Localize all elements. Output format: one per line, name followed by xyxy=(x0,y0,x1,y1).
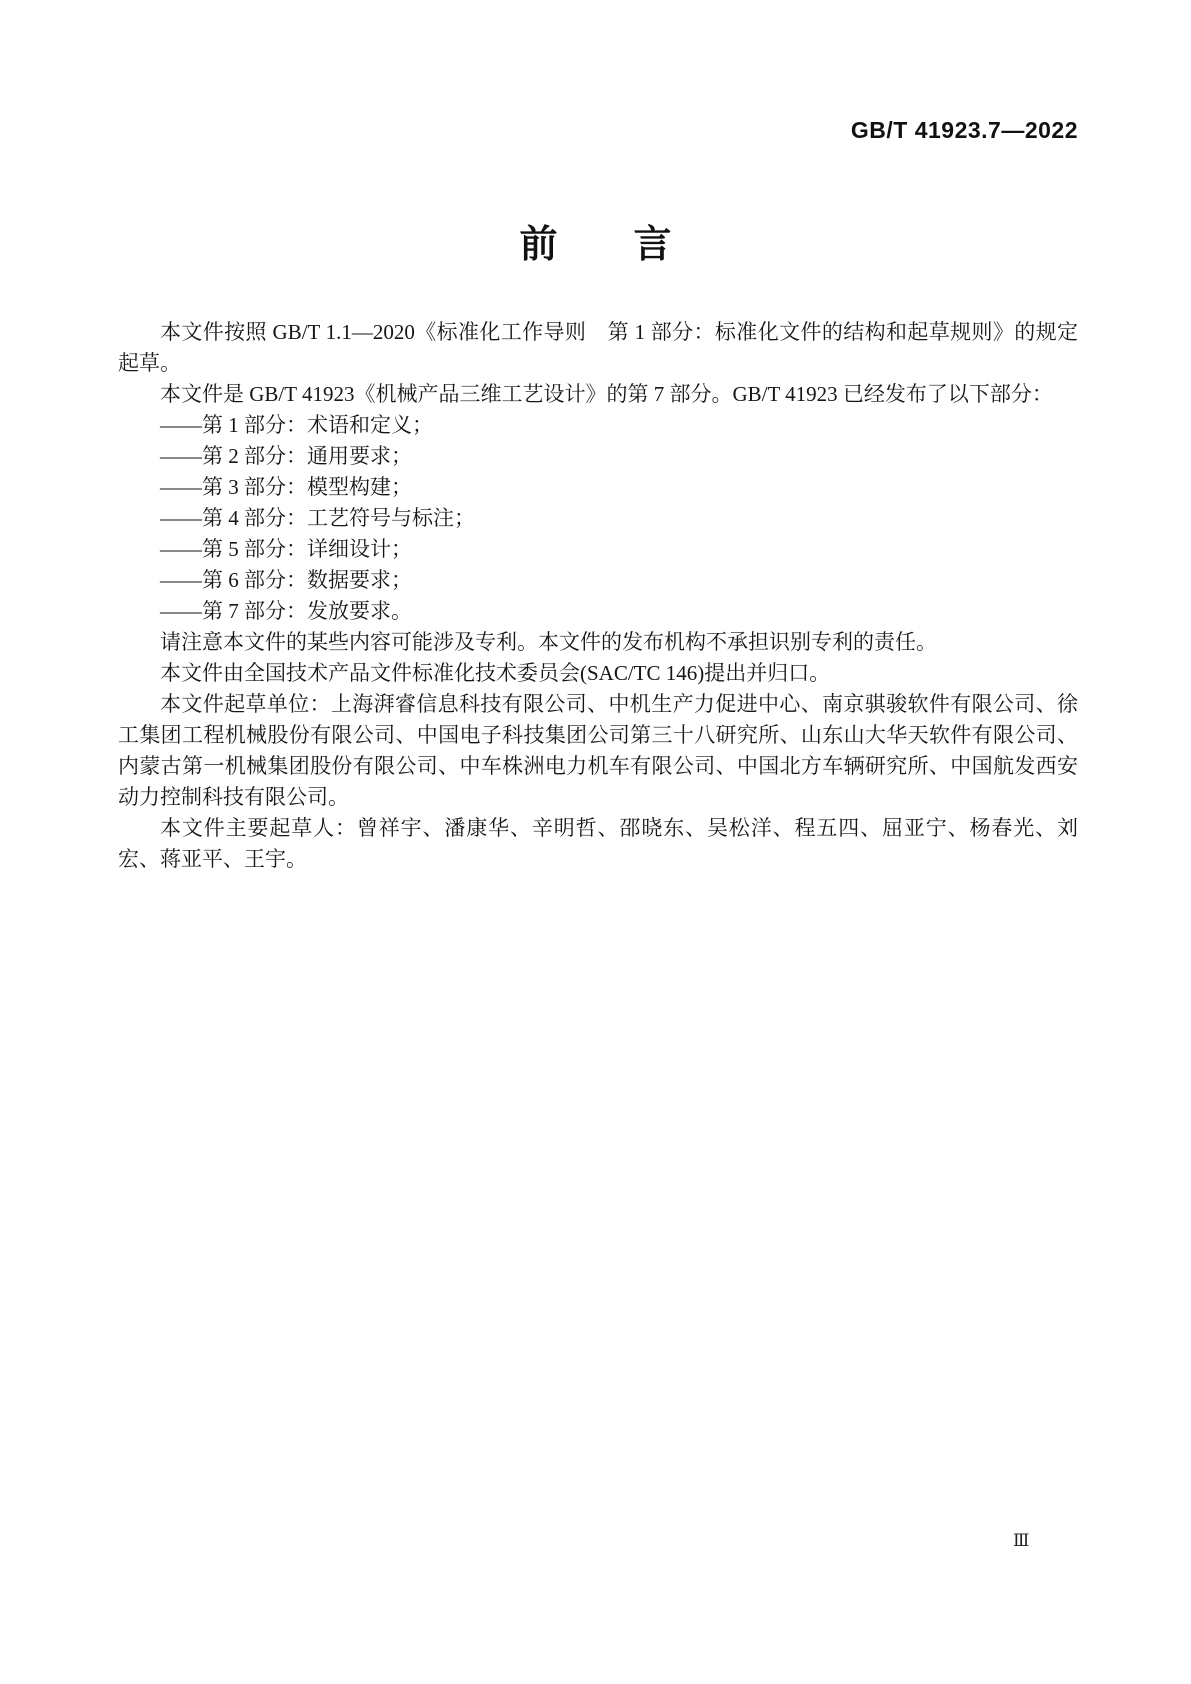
paragraph-drafters: 本文件主要起草人：曾祥宇、潘康华、辛明哲、邵晓东、吴松洋、程五四、屈亚宁、杨春光、刘宏、蒋亚平、王宇。 xyxy=(118,816,1078,871)
paragraph-committee: 本文件由全国技术产品文件标准化技术委员会(SAC/TC 146)提出并归口。 xyxy=(160,661,831,685)
paragraph-drafting-organizations: 本文件起草单位：上海湃睿信息科技有限公司、中机生产力促进中心、南京骐骏软件有限公司、徐工集团工程机械股份有限公司、中国电子科技集团公司第三十八研究所、山东山大华天软件有限公司、内蒙古第一机械集团股份有限公司、中车株洲电力机车有限公司、中国北方车辆研究所、中国航发西安动力控制科技有限公司。 xyxy=(118,692,1078,809)
list-item-part-3: ——第 3 部分：模型构建； xyxy=(160,475,412,499)
standard-number-header: GB/T 41923.7—2022 xyxy=(850,117,1078,143)
list-item-part-4: ——第 4 部分：工艺符号与标注； xyxy=(160,506,475,530)
list-item-part-1: ——第 1 部分：术语和定义； xyxy=(160,413,433,437)
page-number: Ⅲ xyxy=(1013,1531,1030,1550)
paragraph-series: 本文件是 GB/T 41923《机械产品三维工艺设计》的第 7 部分。GB/T 41923 已经发布了以下部分： xyxy=(160,382,1053,406)
paragraph-basis: 本文件按照 GB/T 1.1—2020《标准化工作导则 第 1 部分：标准化文件的结构和起草规则》的规定起草。 xyxy=(118,320,1078,375)
list-item-part-6: ——第 6 部分：数据要求； xyxy=(160,568,412,592)
paragraph-patent-notice: 请注意本文件的某些内容可能涉及专利。本文件的发布机构不承担识别专利的责任。 xyxy=(160,630,937,654)
list-item-part-2: ——第 2 部分：通用要求； xyxy=(160,444,412,468)
page-title: 前 言 xyxy=(519,224,672,266)
list-item-part-7: ——第 7 部分：发放要求。 xyxy=(160,599,412,623)
foreword-content xyxy=(118,317,1078,875)
list-item-part-5: ——第 5 部分：详细设计； xyxy=(160,537,412,561)
